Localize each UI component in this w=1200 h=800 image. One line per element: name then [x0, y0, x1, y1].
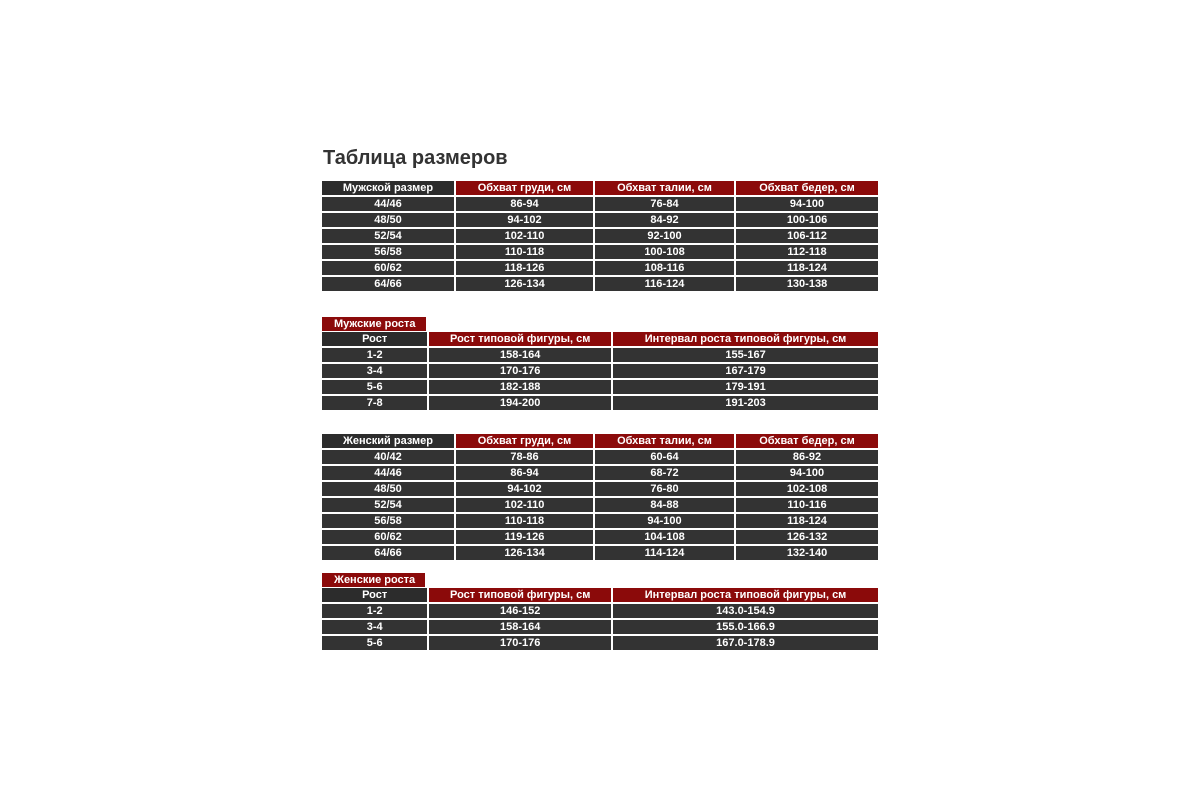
column-header: Рост — [322, 588, 427, 602]
table-cell: 86-92 — [736, 450, 878, 464]
women-heights-table — [320, 586, 880, 652]
table-header-row — [322, 588, 878, 602]
table-cell: 143.0-154.9 — [613, 604, 878, 618]
table-row — [322, 380, 878, 394]
table-row — [322, 213, 878, 227]
men-heights-caption: Мужские роста — [322, 317, 426, 331]
table-cell: 3-4 — [322, 364, 427, 378]
table-cell: 64/66 — [322, 546, 454, 560]
table-cell: 110-116 — [736, 498, 878, 512]
table-cell: 102-108 — [736, 482, 878, 496]
table-cell: 182-188 — [429, 380, 611, 394]
table-cell: 118-124 — [736, 261, 878, 275]
column-header: Обхват талии, см — [595, 181, 734, 195]
table-cell: 3-4 — [322, 620, 427, 634]
table-cell: 116-124 — [595, 277, 734, 291]
table-cell: 100-108 — [595, 245, 734, 259]
table-cell: 44/46 — [322, 466, 454, 480]
table-cell: 64/66 — [322, 277, 454, 291]
table-cell: 94-100 — [595, 514, 734, 528]
table-cell: 119-126 — [456, 530, 593, 544]
table-cell: 7-8 — [322, 396, 427, 410]
table-cell: 60/62 — [322, 261, 454, 275]
column-header: Рост типовой фигуры, см — [429, 588, 611, 602]
column-header: Обхват бедер, см — [736, 434, 878, 448]
table-row — [322, 482, 878, 496]
table-cell: 1-2 — [322, 348, 427, 362]
table-cell: 76-84 — [595, 197, 734, 211]
table-cell: 44/46 — [322, 197, 454, 211]
table-row — [322, 277, 878, 291]
table-cell: 106-112 — [736, 229, 878, 243]
table-row — [322, 261, 878, 275]
column-header: Обхват груди, см — [456, 434, 593, 448]
men-sizes-table — [320, 179, 880, 293]
table-row — [322, 530, 878, 544]
table-cell: 158-164 — [429, 620, 611, 634]
table-cell: 56/58 — [322, 245, 454, 259]
table-cell: 52/54 — [322, 498, 454, 512]
table-cell: 84-92 — [595, 213, 734, 227]
table-cell: 52/54 — [322, 229, 454, 243]
table-cell: 78-86 — [456, 450, 593, 464]
table-cell: 191-203 — [613, 396, 878, 410]
table-row — [322, 514, 878, 528]
table-row — [322, 636, 878, 650]
table-cell: 170-176 — [429, 364, 611, 378]
table-cell: 104-108 — [595, 530, 734, 544]
table-cell: 94-102 — [456, 482, 593, 496]
table-row — [322, 364, 878, 378]
column-header: Обхват бедер, см — [736, 181, 878, 195]
table-cell: 194-200 — [429, 396, 611, 410]
table-cell: 132-140 — [736, 546, 878, 560]
column-header: Интервал роста типовой фигуры, см — [613, 332, 878, 346]
table-cell: 118-124 — [736, 514, 878, 528]
table-row — [322, 546, 878, 560]
women-sizes-table — [320, 432, 880, 562]
table-cell: 60-64 — [595, 450, 734, 464]
table-cell: 92-100 — [595, 229, 734, 243]
table-cell: 179-191 — [613, 380, 878, 394]
column-header: Женский размер — [322, 434, 454, 448]
table-cell: 155-167 — [613, 348, 878, 362]
table-cell: 86-94 — [456, 466, 593, 480]
column-header: Обхват груди, см — [456, 181, 593, 195]
table-row — [322, 450, 878, 464]
table-cell: 5-6 — [322, 380, 427, 394]
table-cell: 146-152 — [429, 604, 611, 618]
table-cell: 102-110 — [456, 498, 593, 512]
table-cell: 126-132 — [736, 530, 878, 544]
table-row — [322, 498, 878, 512]
table-cell: 94-100 — [736, 197, 878, 211]
table-row — [322, 348, 878, 362]
table-cell: 1-2 — [322, 604, 427, 618]
column-header: Обхват талии, см — [595, 434, 734, 448]
table-cell: 126-134 — [456, 277, 593, 291]
table-cell: 94-100 — [736, 466, 878, 480]
table-cell: 170-176 — [429, 636, 611, 650]
table-cell: 56/58 — [322, 514, 454, 528]
table-cell: 114-124 — [595, 546, 734, 560]
table-cell: 167-179 — [613, 364, 878, 378]
page-title: Таблица размеров — [323, 147, 508, 169]
table-header-row — [322, 434, 878, 448]
table-cell: 86-94 — [456, 197, 593, 211]
table-cell: 84-88 — [595, 498, 734, 512]
table-cell: 108-116 — [595, 261, 734, 275]
women-heights-caption: Женские роста — [322, 573, 425, 587]
table-cell: 76-80 — [595, 482, 734, 496]
table-cell: 60/62 — [322, 530, 454, 544]
table-row — [322, 396, 878, 410]
table-cell: 158-164 — [429, 348, 611, 362]
table-cell: 68-72 — [595, 466, 734, 480]
table-row — [322, 245, 878, 259]
table-header-row — [322, 332, 878, 346]
men-heights-table — [320, 330, 880, 412]
table-cell: 167.0-178.9 — [613, 636, 878, 650]
table-cell: 110-118 — [456, 245, 593, 259]
table-cell: 40/42 — [322, 450, 454, 464]
size-chart-document — [322, 146, 878, 652]
table-cell: 110-118 — [456, 514, 593, 528]
table-cell: 130-138 — [736, 277, 878, 291]
column-header: Интервал роста типовой фигуры, см — [613, 588, 878, 602]
table-cell: 5-6 — [322, 636, 427, 650]
table-row — [322, 197, 878, 211]
column-header: Рост типовой фигуры, см — [429, 332, 611, 346]
table-row — [322, 620, 878, 634]
table-cell: 126-134 — [456, 546, 593, 560]
table-cell: 155.0-166.9 — [613, 620, 878, 634]
table-cell: 102-110 — [456, 229, 593, 243]
table-cell: 48/50 — [322, 213, 454, 227]
column-header: Мужской размер — [322, 181, 454, 195]
table-cell: 118-126 — [456, 261, 593, 275]
table-cell: 112-118 — [736, 245, 878, 259]
table-row — [322, 229, 878, 243]
table-row — [322, 604, 878, 618]
table-row — [322, 466, 878, 480]
table-cell: 94-102 — [456, 213, 593, 227]
table-cell: 100-106 — [736, 213, 878, 227]
column-header: Рост — [322, 332, 427, 346]
table-cell: 48/50 — [322, 482, 454, 496]
table-header-row — [322, 181, 878, 195]
